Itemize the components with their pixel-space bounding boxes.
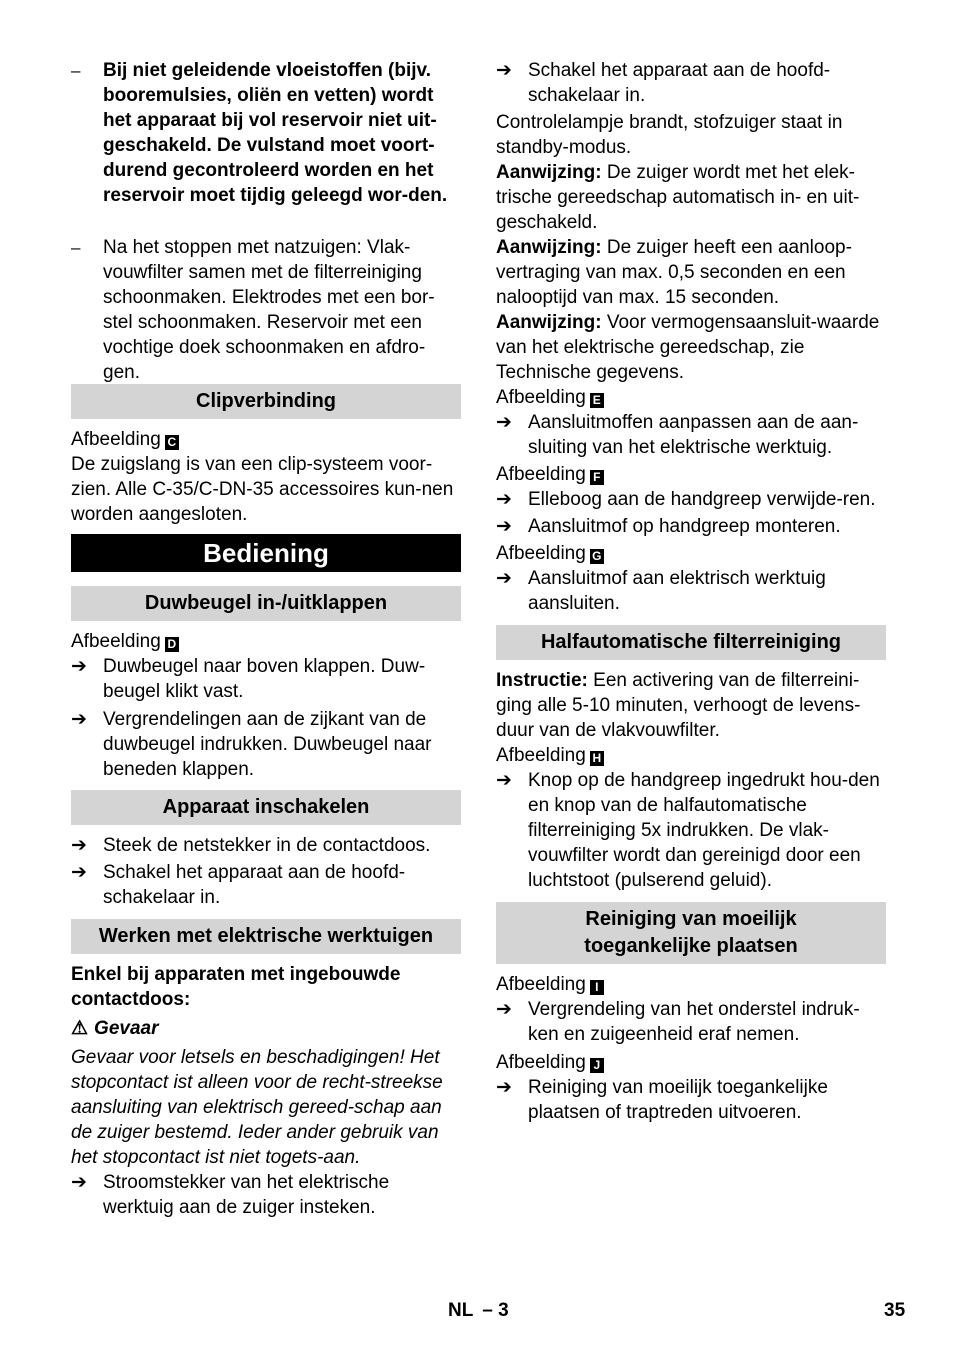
list-item: ➔ Steek de netstekker in de contactdoos.: [71, 835, 431, 856]
figure-ref: Afbeelding C: [71, 427, 461, 452]
figure-label-g: G: [590, 549, 604, 564]
list-item: ➔ Vergrendelingen aan de zijkant van de duwbeugel indrukken. Duwbeugel naar beneden klappen.: [71, 709, 432, 780]
arrow-right-icon: ➔: [496, 516, 512, 537]
figure-label-h: H: [590, 751, 604, 766]
dash-bullet-icon: –: [71, 61, 81, 80]
section-heading-filterreiniging: Halfautomatische filterreiniging: [496, 625, 886, 660]
list-item: ➔ Vergrendeling van het onderstel indruk-ken en zuigeenheid eraf nemen.: [496, 999, 860, 1045]
figure-ref: Afbeelding I: [496, 972, 886, 997]
arrow-right-icon: ➔: [71, 1172, 87, 1193]
section-heading-werktuigen: Werken met elektrische werktuigen: [71, 919, 461, 954]
arrow-right-icon: ➔: [496, 412, 512, 433]
arrow-right-icon: ➔: [496, 489, 512, 510]
clip-text: De zuigslang is van een clip-systeem voor-zien. Alle C-35/C-DN-35 accessoires kun-nen worden aangesloten.: [71, 454, 454, 525]
footer-lang: NL – 3: [448, 1300, 509, 1321]
cleaning-text: Na het stoppen met natzuigen: Vlak-vouwfilter samen met de filterreiniging schoonmaken. Elektrodes met een bor-stel schoonmaken. Reservoir met een vochtige doek schoonmaken en afdro-gen.: [103, 237, 435, 383]
danger-label: ⚠ Gevaar: [71, 1018, 159, 1039]
figure-label-j: J: [590, 1058, 604, 1073]
list-item: ➔ Stroomstekker van het elektrische werktuig aan de zuiger insteken.: [71, 1172, 390, 1218]
list-item: [71, 235, 461, 383]
section-heading-reiniging: Reiniging van moeilijk toegankelijke plaatsen: [496, 902, 886, 964]
warning-triangle-icon: ⚠: [71, 1018, 89, 1039]
note: Aanwijzing: Voor vermogensaansluit-waarde van het elektrische gereedschap, zie Technische gegevens.: [496, 312, 880, 383]
dash-bullet-icon: –: [71, 238, 81, 257]
figure-label-e: E: [590, 393, 604, 408]
list-item: ➔ Aansluitmof op handgreep monteren.: [496, 516, 841, 537]
list-item: ➔ Aansluitmoffen aanpassen aan de aan-sluiting van het elektrische werktuig.: [496, 412, 859, 458]
arrow-right-icon: ➔: [71, 709, 87, 730]
enkel-text: Enkel bij apparaten met ingebouwde contactdoos:: [71, 964, 401, 1010]
list-item: ➔ Reiniging van moeilijk toegankelijke plaatsen of traptreden uitvoeren.: [496, 1077, 828, 1123]
figure-label-c: C: [165, 435, 179, 450]
note: Aanwijzing: De zuiger heeft een aanloop-vertraging van max. 0,5 seconden en een nalooptijd van max. 15 seconden.: [496, 237, 852, 308]
figure-label-i: I: [590, 980, 604, 995]
arrow-right-icon: ➔: [71, 862, 87, 883]
figure-ref: Afbeelding J: [496, 1050, 886, 1075]
main-heading-bediening: Bediening: [71, 534, 461, 572]
page-number: 35: [884, 1300, 906, 1321]
arrow-right-icon: ➔: [71, 835, 87, 856]
warning-text: Bij niet geleidende vloeistoffen (bijv. booremulsies, oliën en vetten) wordt het apparaat bij vol reservoir niet uit-geschakeld. De vulstand moet voort-durend gecontroleerd worden en het reservoir moet tijdig geleegd wor-den.: [103, 60, 448, 206]
figure-label-f: F: [590, 470, 604, 485]
list-item: ➔ Schakel het apparaat aan de hoofd-schakelaar in.: [496, 60, 831, 106]
list-item: ➔ Knop op de handgreep ingedrukt hou-den en knop van de halfautomatische filterreiniging 5x indrukken. De vlak-vouwfilter wordt dan gereinigd door een luchtstoot (pulserend geluid).: [496, 770, 880, 891]
figure-ref: Afbeelding H: [496, 743, 886, 768]
section-heading-duwbeugel: Duwbeugel in-/uitklappen: [71, 586, 461, 621]
section-heading-clipverbinding: Clipverbinding: [71, 384, 461, 419]
list-item: ➔ Aansluitmof aan elektrisch werktuig aansluiten.: [496, 568, 826, 614]
danger-text: Gevaar voor letsels en beschadigingen! Het stopcontact ist alleen voor de recht-streekse aansluiting van elektrisch gereed-schap aan de zuiger bestemd. Ieder ander gebruik van het stopcontact ist niet togets-aan.: [71, 1047, 443, 1168]
footer-page-local: – 3: [482, 1300, 509, 1321]
arrow-right-icon: ➔: [71, 656, 87, 677]
list-item: ➔ Duwbeugel naar boven klappen. Duw-beugel klikt vast.: [71, 656, 426, 702]
figure-ref: Afbeelding G: [496, 541, 886, 566]
arrow-right-icon: ➔: [496, 1077, 512, 1098]
figure-ref: Afbeelding F: [496, 462, 886, 487]
arrow-right-icon: ➔: [496, 770, 512, 791]
figure-ref: Afbeelding E: [496, 385, 886, 410]
right-column: [496, 58, 886, 1125]
list-item: ➔ Schakel het apparaat aan de hoofd-schakelaar in.: [71, 862, 406, 908]
arrow-right-icon: ➔: [496, 999, 512, 1020]
arrow-right-icon: ➔: [496, 568, 512, 589]
left-column: [71, 58, 461, 1220]
figure-label-d: D: [165, 637, 179, 652]
figure-ref: Afbeelding D: [71, 629, 461, 654]
controle-text: Controlelampje brandt, stofzuiger staat in standby-modus.: [496, 112, 843, 158]
instructie: Instructie: Een activering van de filterreini-ging alle 5-10 minuten, verhoogt de levens-duur van de vlakvouwfilter.: [496, 670, 861, 741]
note: Aanwijzing: De zuiger wordt met het elek-trische gereedschap automatisch in- en uit-geschakeld.: [496, 162, 860, 233]
list-item: ➔ Elleboog aan de handgreep verwijde-ren.: [496, 489, 876, 510]
arrow-right-icon: ➔: [496, 60, 512, 81]
list-item: [71, 58, 461, 233]
section-heading-inschakelen: Apparaat inschakelen: [71, 790, 461, 825]
